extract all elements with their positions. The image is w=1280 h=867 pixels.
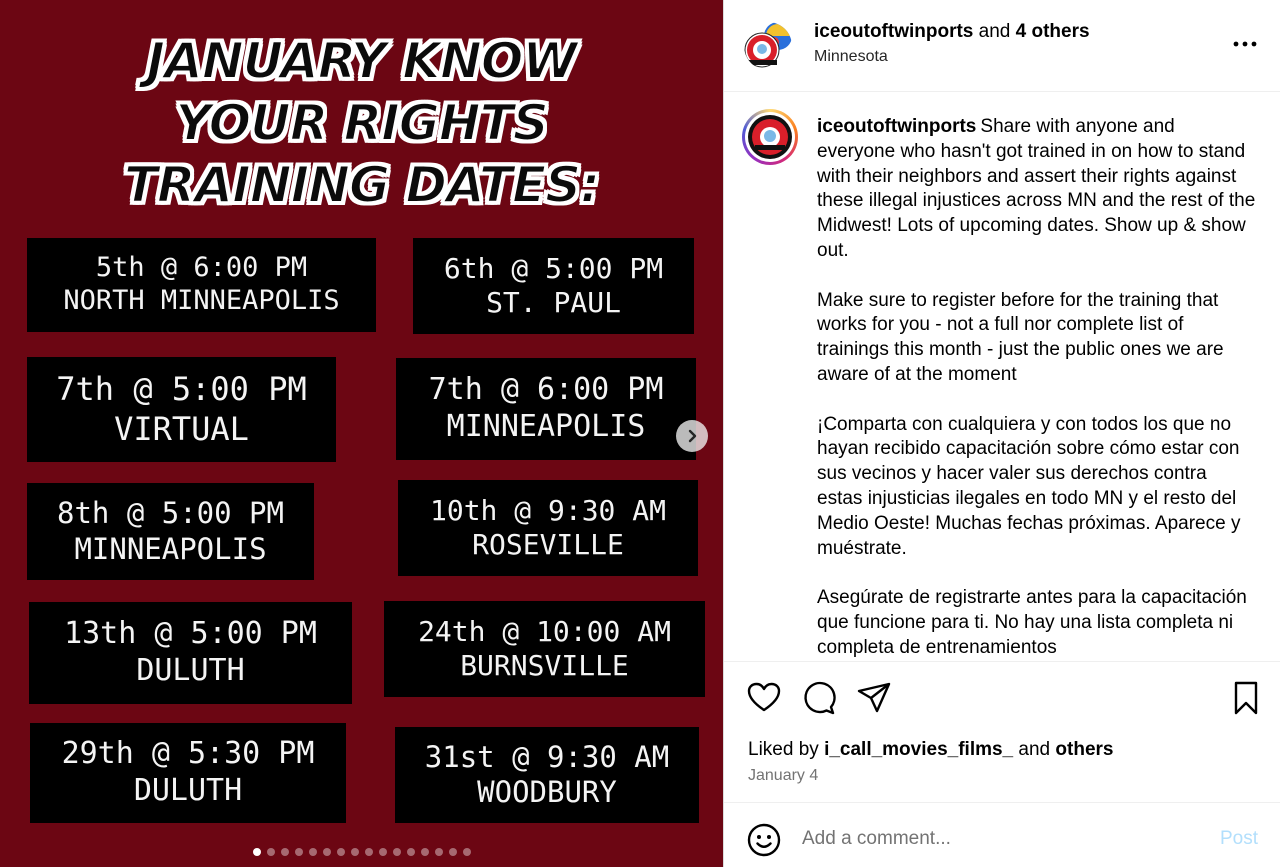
comment-button[interactable] xyxy=(801,680,837,716)
post-date[interactable]: January 4 xyxy=(748,767,819,784)
media-title: JANUARY KNOW YOUR RIGHTS TRAINING DATES: xyxy=(123,32,600,214)
session-time: 6th @ 5:00 PM xyxy=(443,251,664,285)
caption-avatar[interactable] xyxy=(742,109,798,165)
session-box xyxy=(27,238,376,332)
session-location: BURNSVILLE xyxy=(460,649,629,682)
chevron-right-icon xyxy=(685,429,699,443)
caption-paragraph: Make sure to register before for the training that works for you - not a full nor complete list of trainings this month - just the public ones we are aware of at the moment xyxy=(817,289,1224,385)
carousel-dot xyxy=(295,848,303,856)
session-box xyxy=(395,727,699,823)
liked-by-others[interactable]: others xyxy=(1055,739,1114,760)
account-logo-icon xyxy=(747,114,793,160)
more-horizontal-icon xyxy=(1233,41,1257,47)
carousel-dot xyxy=(323,848,331,856)
session-location: ST. PAUL xyxy=(486,286,621,319)
session-location: DULUTH xyxy=(136,653,245,688)
session-time: 7th @ 5:00 PM xyxy=(56,370,307,409)
emoji-icon xyxy=(746,822,782,858)
session-box xyxy=(396,358,696,460)
caption-paragraph-text: Share with anyone and everyone who hasn't got trained in on how to stand with their neighbors and assert their rights against these illegal injustices across MN and the rest of the Midwest! Lots of upcoming dates. Show up & show out. xyxy=(817,116,1256,261)
carousel-dot xyxy=(449,848,457,856)
liked-and: and xyxy=(1018,739,1051,760)
session-location: MINNEAPOLIS xyxy=(74,531,267,566)
session-box xyxy=(384,601,705,697)
carousel-dot xyxy=(421,848,429,856)
heart-icon xyxy=(746,680,782,716)
session-time: 8th @ 5:00 PM xyxy=(57,496,284,531)
session-time: 5th @ 6:00 PM xyxy=(95,252,308,284)
session-location: ROSEVILLE xyxy=(472,528,624,561)
liked-by xyxy=(748,738,1113,762)
carousel-indicator xyxy=(0,848,723,856)
session-location: VIRTUAL xyxy=(114,409,249,448)
session-box xyxy=(27,483,314,580)
liked-by-user[interactable]: i_call_movies_films_ xyxy=(824,739,1014,760)
share-button[interactable] xyxy=(856,680,892,716)
post-sidebar xyxy=(723,0,1280,867)
comment-bubble-icon xyxy=(801,680,837,716)
author-username[interactable]: iceoutoftwinports xyxy=(814,21,974,42)
action-bar xyxy=(724,661,1280,803)
session-time: 29th @ 5:30 PM xyxy=(61,736,315,772)
session-time: 10th @ 9:30 AM xyxy=(429,493,666,527)
author-line xyxy=(814,20,1090,44)
session-time: 7th @ 6:00 PM xyxy=(428,372,664,408)
caption-area[interactable] xyxy=(724,93,1280,660)
session-box xyxy=(413,238,694,334)
session-time: 31st @ 9:30 AM xyxy=(424,739,670,774)
bookmark-icon xyxy=(1228,680,1264,716)
post-location[interactable]: Minnesota xyxy=(814,48,888,65)
session-time: 13th @ 5:00 PM xyxy=(64,616,317,652)
session-box xyxy=(29,602,352,704)
carousel-dot xyxy=(253,848,261,856)
paper-plane-icon xyxy=(856,680,892,716)
post-header xyxy=(724,0,1280,92)
session-box xyxy=(30,723,346,823)
author-connector: and xyxy=(978,21,1011,42)
session-time: 24th @ 10:00 AM xyxy=(418,614,671,648)
session-box xyxy=(398,480,698,576)
carousel-dot xyxy=(435,848,443,856)
session-location: NORTH MINNEAPOLIS xyxy=(63,285,340,316)
comment-input[interactable] xyxy=(802,824,1202,854)
carousel-dot xyxy=(407,848,415,856)
carousel-dot xyxy=(267,848,275,856)
carousel-dot xyxy=(309,848,317,856)
carousel-dot xyxy=(365,848,373,856)
carousel-dot xyxy=(337,848,345,856)
carousel-dot xyxy=(463,848,471,856)
carousel-dot xyxy=(281,848,289,856)
author-avatar[interactable] xyxy=(744,22,792,70)
comment-bar xyxy=(724,804,1280,867)
like-button[interactable] xyxy=(746,680,782,716)
caption-paragraph: ¡Comparta con cualquiera y con todos los que no hayan recibido capacitación sobre cómo estar con sus vecinos y hacer valer sus derechos contra estas injusticias ilegales en todo MN y el resto del Medio Oeste! Muchas fechas próximas. Aparece y muéstrate. xyxy=(817,413,1241,559)
liked-prefix: Liked by xyxy=(748,739,819,760)
emoji-button[interactable] xyxy=(746,822,782,858)
collaborators-link[interactable]: 4 others xyxy=(1015,21,1090,42)
session-location: MINNEAPOLIS xyxy=(446,409,646,444)
carousel-dot xyxy=(351,848,359,856)
more-options-button[interactable] xyxy=(1229,30,1261,58)
caption-paragraph xyxy=(817,115,1257,264)
save-button[interactable] xyxy=(1228,680,1264,716)
caption-username[interactable]: iceoutoftwinports xyxy=(817,116,977,137)
collab-avatar-icon xyxy=(744,22,792,70)
session-box xyxy=(27,357,336,462)
carousel-next-button[interactable] xyxy=(676,420,708,452)
carousel-dot xyxy=(379,848,387,856)
session-location: DULUTH xyxy=(133,773,243,808)
session-location: WOODBURY xyxy=(477,775,617,809)
post-comment-button[interactable]: Post xyxy=(1220,828,1259,849)
caption-text xyxy=(817,115,1257,660)
carousel-dot xyxy=(393,848,401,856)
caption-paragraph: Asegúrate de registrarte antes para la capacitación que funcione para ti. No hay una lista completa ni completa de entrenamientos xyxy=(817,587,1247,658)
